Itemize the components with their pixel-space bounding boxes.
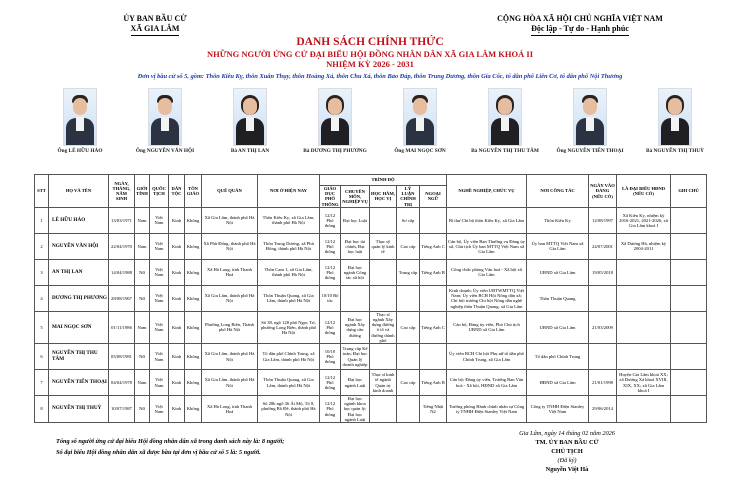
- row-delegate: [617, 396, 671, 423]
- candidate-caption: Ông LÊ HỮU HẢO: [57, 148, 103, 154]
- header-nationality: QUỐC TỊCH: [150, 175, 169, 208]
- candidate-portrait: [148, 88, 182, 146]
- row-hometown: Xã Gia Lâm, thành phố Hà Nội: [202, 207, 258, 233]
- signed-note: (Đã ký): [557, 457, 577, 464]
- row-political-theory: Trung cấp: [397, 259, 420, 285]
- row-workplace: Công ty TNHH Điện Stanley Việt Nam: [527, 396, 589, 423]
- row-name: MAI NGỌC SƠN: [49, 311, 109, 343]
- candidate-portrait: [403, 88, 437, 146]
- row-ethnic: Kinh: [169, 311, 185, 343]
- table-row: [35, 344, 707, 370]
- row-stt: 6: [35, 344, 49, 370]
- nation-line-2: Độc lập - Tự do - Hạnh phúc: [531, 24, 629, 36]
- row-note: [671, 207, 707, 233]
- row-foreign-language: [420, 344, 447, 370]
- row-residence: Thôn Kiêu Kỵ, xã Gia Lâm, thành phố Hà Nội: [258, 207, 320, 233]
- row-dob: 14/04/1988: [109, 259, 135, 285]
- row-political-theory: [397, 285, 420, 311]
- row-hometown: Phường Long Biên, Thành phố Hà Nội: [202, 311, 258, 343]
- row-workplace: Tổ dân phố Chính Trung: [527, 344, 589, 370]
- header-workplace: NƠI CÔNG TÁC: [527, 175, 589, 208]
- signing-organization: TM. ỦY BAN BẦU CỬ: [535, 439, 599, 446]
- org-line-1: ỦY BAN BẦU CỬ: [123, 14, 187, 23]
- candidate-caption: Ông NGUYỄN VĂN HỘI: [135, 148, 195, 154]
- row-name: NGUYỄN THỊ THUỲ: [49, 396, 109, 423]
- signer-title: CHỦ TỊCH: [551, 448, 583, 455]
- row-dob: 22/04/1970: [109, 233, 135, 259]
- header-delegate: LÀ ĐẠI BIỂU HĐND (NẾU CÓ): [617, 175, 671, 208]
- row-hometown: Xã Gia Lâm, thành phố Hà Nội: [202, 285, 258, 311]
- header-hometown: QUÊ QUÁN: [202, 175, 258, 208]
- row-general-education: 12/12 Phổ thông: [320, 207, 341, 233]
- row-professional: Đại học ngành Công tác xã hội: [341, 259, 370, 285]
- row-residence: Thôn Thuận Quang, xã Gia Lâm, thành phố Hà Nội: [258, 370, 320, 396]
- candidate-card: [380, 88, 460, 155]
- row-nationality: Việt Nam: [150, 233, 169, 259]
- row-stt: 1: [35, 207, 49, 233]
- row-general-education: 10/10 Bổ túc: [320, 285, 341, 311]
- row-religion: Không: [185, 259, 202, 285]
- row-party-date: 21/03/2009: [589, 311, 617, 343]
- row-ethnic: Kinh: [169, 259, 185, 285]
- candidate-card: [465, 88, 545, 155]
- row-delegate: Huyện Gia Lâm khoá XX; xã Dương Xá khoá XVIII, XIX, XX; xã Gia Lâm khoá I: [617, 370, 671, 396]
- header-education: TRÌNH ĐỘ: [320, 175, 447, 186]
- row-academic-degree: [370, 259, 397, 285]
- row-ethnic: Kinh: [169, 370, 185, 396]
- row-political-theory: Sơ cấp: [397, 207, 420, 233]
- row-general-education: 12/12 Phổ thông: [320, 259, 341, 285]
- row-party-date: [589, 344, 617, 370]
- row-residence: Thôn Cam 1, xã Gia Lâm, thành phố Hà Nội: [258, 259, 320, 285]
- header-party-date: NGÀY VÀO ĐẢNG (NẾU CÓ): [589, 175, 617, 208]
- row-professional: Đại học ngành Luật: [341, 370, 370, 396]
- row-delegate: Xã Kiêu Kỵ, nhiệm kỳ 2016-2021, 2021-2026, xã Gia Lâm khoá I: [617, 207, 671, 233]
- row-ethnic: Kinh: [169, 233, 185, 259]
- signing-date: Gia Lâm, ngày 14 tháng 02 năm 2026: [519, 430, 615, 437]
- row-sex: Nữ: [135, 259, 150, 285]
- row-ethnic: Kinh: [169, 285, 185, 311]
- row-foreign-language: Tiếng Anh C: [420, 233, 447, 259]
- row-academic-degree: Thạc sĩ kinh tế ngành Quản trị kinh doanh: [370, 370, 397, 396]
- row-dob: 28/08/1967: [109, 285, 135, 311]
- row-ethnic: Kinh: [169, 396, 185, 423]
- header-political-theory: LÝ LUẬN CHÍNH TRỊ: [397, 186, 420, 208]
- row-political-theory: Cao cấp: [397, 233, 420, 259]
- row-job: Cán bộ, Ủy viên Ban Thường vụ Đảng ủy xã, Chủ tịch Ủy ban MTTQ Việt Nam xã Gia Lâm: [447, 233, 527, 259]
- row-workplace: Thôn Kiêu Kỵ: [527, 207, 589, 233]
- row-religion: Không: [185, 370, 202, 396]
- row-party-date: 29/06/2014: [589, 396, 617, 423]
- row-academic-degree: Thạc sĩ ngành Xây dựng đường ô tô và đường thành phố: [371, 311, 395, 343]
- row-note: [671, 233, 707, 259]
- row-workplace: Thôn Thuận Quang: [527, 285, 589, 311]
- row-stt: 8: [35, 396, 49, 423]
- row-professional: Đại học Luật: [341, 207, 370, 233]
- table-row: [35, 311, 707, 343]
- candidate-table-body: [35, 207, 707, 422]
- row-job: Ủy viên BCH Chi hội Phụ nữ tổ dân phố Chính Trung, xã Gia Lâm: [447, 344, 527, 370]
- row-professional: Đại học ngành khoa học quản lý; Đại học ngành Luật: [341, 396, 370, 423]
- row-ethnic: Kinh: [169, 207, 185, 233]
- row-nationality: Việt Nam: [150, 311, 169, 343]
- row-delegate: Xã Dương Hà, nhiệm kỳ 2004-2011: [617, 233, 671, 259]
- candidate-caption: Ông MAI NGỌC SƠN: [394, 148, 446, 154]
- header-residence: NƠI Ở HIỆN NAY: [258, 175, 320, 208]
- row-foreign-language: [420, 285, 447, 311]
- row-sex: Nữ: [135, 344, 150, 370]
- table-row: [35, 207, 707, 233]
- row-job: Cán bộ; Đảng ủy viên, Trưởng Ban Văn hoá - Xã hội, HĐND xã Gia Lâm: [447, 370, 527, 396]
- row-delegate: [617, 311, 671, 343]
- row-nationality: Việt Nam: [150, 285, 169, 311]
- row-religion: Không: [185, 311, 202, 343]
- header-job: NGHỀ NGHIỆP, CHỨC VỤ: [447, 175, 527, 208]
- table-row: [35, 396, 707, 423]
- row-delegate: [617, 344, 671, 370]
- table-row: [35, 233, 707, 259]
- row-dob: 01/11/1986: [109, 311, 135, 343]
- row-general-education: 12/12 Phổ thông: [320, 370, 341, 396]
- row-ethnic: Kinh: [169, 344, 185, 370]
- row-foreign-language: Tiếng Anh B: [420, 259, 447, 285]
- candidate-card: [210, 88, 290, 155]
- header-foreign-language: NGOẠI NGỮ: [420, 186, 447, 208]
- row-religion: Không: [185, 396, 202, 423]
- row-academic-degree: [370, 344, 397, 370]
- row-hometown: Xã Hà Long, tỉnh Thanh Hoá: [202, 259, 258, 285]
- header-note: GHI CHÚ: [671, 175, 707, 208]
- row-religion: Không: [185, 207, 202, 233]
- row-workplace: UBND xã Gia Lâm: [527, 259, 589, 285]
- row-residence: Số 28b ngõ 36 Ái Mộ, Tổ 8, phường Bồ Đề, thành phố Hà Nội: [258, 396, 320, 423]
- row-stt: 3: [35, 259, 49, 285]
- row-professional: Đại học tài chính, Đại học luật: [341, 233, 370, 259]
- row-job: Kinh doanh; Ủy viên UBTWMTTQ Việt Nam; Ủy viên BCH Hội Nông dân xã; Chi hội trưởng Chi hội Nông dân nghề nghiệp thôn Thuận Quang, xã Gia Lâm: [447, 285, 527, 311]
- row-political-theory: Cao cấp: [397, 370, 420, 396]
- row-name: AN THỊ LAN: [49, 259, 109, 285]
- row-job: Trưởng phòng Hành chính nhân sự Công ty TNHH Điện Stanley Việt Nam: [447, 396, 527, 423]
- candidate-caption: Bà NGUYỄN THỊ THU TÂM: [471, 148, 539, 154]
- row-residence: Thôn Thuận Quang, xã Gia Lâm, thành phố Hà Nội: [258, 285, 320, 311]
- row-professional: Trung cấp Kế toán; Đại học Quản lý doanh nghiệp: [341, 344, 370, 370]
- row-religion: Không: [185, 344, 202, 370]
- row-job: Bí thư Chi bộ thôn Kiêu Kỵ, xã Gia Lâm: [447, 207, 527, 233]
- header-name: HỌ VÀ TÊN: [49, 175, 109, 208]
- candidate-card: [125, 88, 205, 155]
- row-academic-degree: [370, 207, 397, 233]
- row-political-theory: Cao cấp: [397, 311, 420, 343]
- header-ethnic: DÂN TỘC: [169, 175, 185, 208]
- row-general-education: 12/12 Phổ thông: [320, 311, 341, 343]
- table-row: [35, 370, 707, 396]
- header-sex: GIỚI TÍNH: [135, 175, 150, 208]
- row-residence: Thôn Trung Dương, xã Phù Đổng, thành phố Hà Nội: [258, 233, 320, 259]
- row-residence: Số 38, ngõ 128 phố Ngọc Trì, phường Long Biên, thành phố Hà Nội: [258, 311, 320, 343]
- row-professional: [341, 285, 370, 311]
- nation-line-1: CỘNG HÒA XÃ HỘI CHỦ NGHĨA VIỆT NAM: [497, 14, 663, 23]
- row-foreign-language: [420, 207, 447, 233]
- row-academic-degree: [370, 285, 397, 311]
- header-dob: NGÀY, THÁNG, NĂM SINH: [109, 175, 135, 208]
- title-sub-1: NHỮNG NGƯỜI ỨNG CỬ ĐẠI BIỂU HỘI ĐỒNG NHÂN DÂN XÃ GIA LÂM KHOÁ II: [207, 49, 533, 59]
- national-motto: [455, 14, 705, 36]
- row-dob: 13/03/1971: [109, 207, 135, 233]
- candidate-portrait: [658, 88, 692, 146]
- row-party-date: 12/08/1997: [589, 207, 617, 233]
- row-stt: 2: [35, 233, 49, 259]
- row-general-education: 10/10 Phổ thông: [320, 344, 341, 370]
- candidate-caption: Bà NGUYỄN THỊ THUỲ: [646, 148, 704, 154]
- row-note: [671, 311, 707, 343]
- table-row: [35, 259, 707, 285]
- row-workplace: UBND xã Gia Lâm: [527, 311, 589, 343]
- row-dob: 04/04/1978: [109, 370, 135, 396]
- row-dob: 05/08/1981: [109, 344, 135, 370]
- header-religion: TÔN GIÁO: [185, 175, 202, 208]
- row-party-date: 24/07/2001: [589, 233, 617, 259]
- row-delegate: [617, 285, 671, 311]
- row-sex: Nam: [135, 233, 150, 259]
- electoral-unit-description: Đơn vị bầu cử số 5, gồm: Thôn Kiêu Kỵ, thôn Xuân Thụy, thôn Hoàng Xá, thôn Chu Xá, thôn Bảo Đáp, thôn Trung Dương, thôn Gia Cốc, tổ dân phố Liên Cơ, tổ dân phố Nội Thương: [137, 73, 623, 80]
- document-title: [0, 36, 740, 69]
- row-residence: Tổ dân phố Chính Trung, xã Gia Lâm, thành phố Hà Nội: [258, 344, 320, 370]
- row-nationality: Việt Nam: [150, 344, 169, 370]
- row-note: [671, 396, 707, 423]
- candidate-portrait: [318, 88, 352, 146]
- header-stt: STT: [35, 175, 49, 208]
- row-general-education: 12/12 Phổ thông: [320, 233, 341, 259]
- row-political-theory: [397, 396, 420, 423]
- candidate-portrait: [488, 88, 522, 146]
- summary-notes: [56, 436, 284, 458]
- row-nationality: Việt Nam: [150, 396, 169, 423]
- row-sex: Nữ: [135, 396, 150, 423]
- row-note: [671, 370, 707, 396]
- header-professional: CHUYÊN MÔN, NGHIỆP VỤ: [341, 186, 370, 208]
- row-stt: 5: [35, 311, 49, 343]
- row-note: [671, 344, 707, 370]
- row-delegate: [617, 259, 671, 285]
- row-foreign-language: Tiếng Nhật N2: [420, 396, 447, 423]
- candidate-portrait: [573, 88, 607, 146]
- row-name: LÊ HỮU HẢO: [49, 207, 109, 233]
- row-nationality: Việt Nam: [150, 207, 169, 233]
- candidate-portrait: [63, 88, 97, 146]
- candidate-card: [550, 88, 630, 155]
- row-note: [671, 259, 707, 285]
- row-general-education: 12/12 Phổ thông: [320, 396, 341, 423]
- row-nationality: Việt Nam: [150, 370, 169, 396]
- candidate-photo-strip: [40, 88, 720, 166]
- row-dob: 10/07/1987: [109, 396, 135, 423]
- header-academic-degree: HỌC HÀM, HỌC VỊ: [370, 186, 397, 208]
- row-stt: 4: [35, 285, 49, 311]
- row-academic-degree: [370, 396, 397, 423]
- row-political-theory: [397, 344, 420, 370]
- row-workplace: Ủy ban MTTQ Việt Nam xã Gia Lâm: [527, 233, 589, 259]
- row-religion: Không: [185, 233, 202, 259]
- row-religion: Không: [185, 285, 202, 311]
- candidate-card: [295, 88, 375, 155]
- row-stt: 7: [35, 370, 49, 396]
- org-line-2: XÃ GIA LÂM: [131, 24, 180, 36]
- signer-name: Nguyễn Việt Hà: [545, 466, 589, 473]
- candidate-caption: Bà DƯƠNG THỊ PHƯƠNG: [303, 148, 367, 154]
- row-workplace: HĐND xã Gia Lâm: [527, 370, 589, 396]
- row-job: Công chức phòng Văn hoá - Xã hội xã Gia Lâm: [447, 259, 527, 285]
- signature-block: [482, 429, 652, 474]
- row-name: NGUYỄN THỊ THU TÂM: [49, 344, 109, 370]
- row-academic-degree: Thạc sỹ quản lý kinh tế: [370, 233, 397, 259]
- header-general-education: GIÁO DỤC PHỔ THÔNG: [321, 186, 339, 207]
- candidate-caption: Bà AN THỊ LAN: [230, 148, 270, 154]
- candidate-table: [34, 174, 707, 423]
- row-sex: Nữ: [135, 285, 150, 311]
- row-job: Cán bộ, Đảng ủy viên, Phó Chủ tịch UBND xã Gia Lâm: [447, 311, 527, 343]
- row-party-date: 21/01/1998: [589, 370, 617, 396]
- row-hometown: Xã Gia Lâm, thành phố Hà Nội: [202, 370, 258, 396]
- table-row: [35, 285, 707, 311]
- candidate-card: [635, 88, 715, 155]
- row-party-date: 19/05/2018: [589, 259, 617, 285]
- row-note: [671, 285, 707, 311]
- candidate-portrait: [233, 88, 267, 146]
- row-name: NGUYỄN VĂN HỘI: [49, 233, 109, 259]
- row-sex: Nam: [135, 370, 150, 396]
- total-candidates-note: Tổng số người ứng cử đại biểu Hội đồng nhân dân xã trong danh sách này là: 8 người;: [56, 438, 285, 445]
- row-hometown: Xã Phù Đổng, thành phố Hà Nội: [202, 233, 258, 259]
- row-foreign-language: Tiếng Anh C: [420, 311, 447, 343]
- candidate-caption: Ông NGUYỄN TIẾN THOẠI: [556, 148, 624, 154]
- row-name: DƯƠNG THỊ PHƯƠNG: [49, 285, 109, 311]
- row-sex: Nam: [135, 207, 150, 233]
- row-hometown: Xã Gia Lâm, thành phố Hà Nội: [202, 344, 258, 370]
- row-hometown: Xã Hà Long, tỉnh Thanh Hoá: [202, 396, 258, 423]
- row-foreign-language: Tiếng Anh B: [420, 370, 447, 396]
- elected-count-note: Số đại biểu Hội đồng nhân dân xã được bầu tại đơn vị bầu cử số 5 là: 5 người.: [56, 449, 261, 456]
- row-sex: Nam: [135, 311, 150, 343]
- candidate-card: [40, 88, 120, 155]
- row-professional: Đại học ngành Xây dựng cầu đường: [341, 311, 370, 343]
- title-sub-2: NHIỆM KỲ 2026 - 2031: [326, 59, 414, 69]
- title-main: DANH SÁCH CHÍNH THỨC: [296, 36, 444, 48]
- row-name: NGUYỄN TIẾN THOẠI: [49, 370, 109, 396]
- row-party-date: [589, 285, 617, 311]
- issuing-organization: [70, 14, 240, 36]
- row-nationality: Việt Nam: [150, 259, 169, 285]
